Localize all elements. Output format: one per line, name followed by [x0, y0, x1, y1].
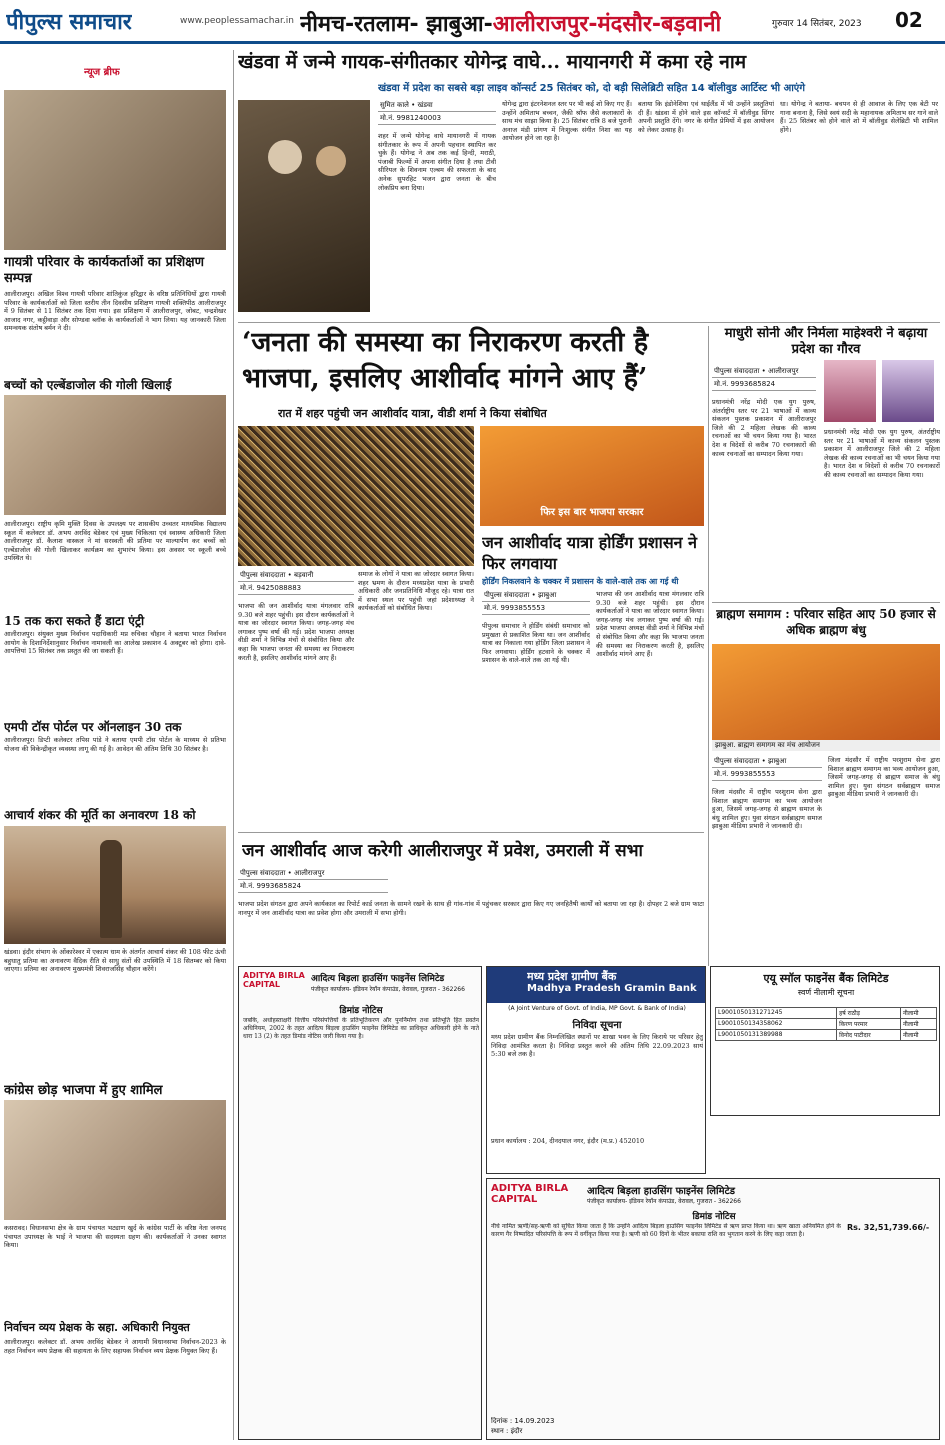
mid-body-col1: भाजपा की जन आशीर्वाद यात्रा मंगलवार रात्रि 9.30 बजे शहर पहुंची। इस दौरान कार्यकर्ताओं ने यात्रा का जोरदार स्वागत किया। जगह-जगह मंच लगाकर पुष्प वर्षा की गई। प्रदेश भाजपा अध्यक्ष वीडी शर्मा ने विभिन्न मंचों से संबोधित किया और कहा कि भाजपा जनता की समस्या का निराकरण करती है, इसलिए आशीर्वाद मांगने आए हैं।	[238, 602, 354, 662]
albendazole-body: आलीराजपुर। राष्ट्रीय कृमि मुक्ति दिवस के उपलक्ष्य पर शासकीय उच्चतर माध्यमिक विद्यालय स्कूल में कलेक्टर डॉ. अभय अरविंद बेडेकर एवं मुख्य चिकित्सा एवं स्वास्थ्य अधिकारी जिला आलीराजपुर डॉ. कैलाश वास्कल ने मां सरस्वती की प्रतिमा पर माल्यार्पण कर बच्चों को एल्बेंडाजोल की गोली खिलाकर कार्यक्रम का शुभारंभ किया। इस अवसर पर स्कूली बच्चे उपस्थित थे।	[4, 520, 226, 563]
brahmin-caption: झाबुआ. ब्राह्मण समागम का मंच आयोजन	[712, 740, 940, 751]
quote-line-1: ‘जनता की समस्या का निराकरण करती है	[242, 327, 649, 358]
mpgb-title: निविदा सूचना	[572, 1020, 622, 1031]
aditya-birla-ad-1	[238, 966, 482, 1440]
albendazole-headline: बच्चों को एल्बेंडाजोल की गोली खिलाई	[4, 378, 172, 392]
au-table	[715, 1007, 937, 1041]
brahmin-mobile: मो.नं. 9993855553	[712, 769, 822, 781]
au-bank-ad	[710, 966, 940, 1116]
brahmin-headline: ब्राह्मण समागम : परिवार सहित आए 50 हजार से अधिक ब्राह्मण बंधु	[716, 607, 936, 637]
table-row: L9001050131389988 विनोद पाटीदार नीलामी	[716, 1030, 937, 1041]
abc2-subtitle: डिमांड नोटिस	[692, 1212, 736, 1222]
madhuri-body-col1: प्रधानमंत्री नरेंद्र मोदी एक युग पुरुष, अंतर्राष्ट्रीय स्तर पर 21 भाषाओं में काव्य संकलन पुस्तक प्रकाशन में आलीराजपुर जिले की 2 महिला लेखक की काव्य रचनाओं का भी चयन किया गया है। भारत देश व विदेशों से करीब 70 रचनाकारों की काव्य रचनाओं का सम्पादन किया गया।	[712, 398, 816, 458]
top-body-col4: धा। योगेन्द्र ने बताया- बचपन से ही आवाज के लिए एक बेटी पर गाना बनाना है, जिसे स्वयं सदी के महानायक अमिताभ सर गाने वाले हैं। 25 सितंबर को होने वाले शो में बॉलीवुड सेलेब्रिटी भी शामिल होंगे।	[780, 100, 938, 134]
au-title: एयू स्मॉल फाइनेंस बैंक लिमिटेड	[763, 972, 889, 985]
abc2-date: दिनांक : 14.09.2023	[491, 1417, 555, 1425]
hoarding-headline: जन आशीर्वाद यात्रा होर्डिंग प्रशासन ने फिर लगवाया	[482, 533, 697, 573]
mid-story	[238, 326, 704, 900]
gayatri-headline: गायत्री परिवार के कार्यकर्ताओं का प्रशिक्षण सम्पन्न	[4, 255, 204, 286]
sabha-body: भाजपा प्रदेश संगठन द्वारा अपने कार्यकाल का रिपोर्ट कार्ड जनता के सामने रखने के साथ ही गांव-गांव में पहुंचकर सरकार द्वारा किए गए जनहितैषी कार्यों को बताया जा रहा है। दोपहर 2 बजे ग्राम फाटा नानपुर में जन आशीर्वाद यात्रा का प्रवेश होगा और उमराली में सभा होगी।	[238, 900, 704, 917]
masthead	[0, 0, 945, 44]
brahmin-body-col2: जिला मंदसौर में राष्ट्रीय परशुराम सेना द्वारा विशाल ब्राह्मण समागम का भव्य आयोजन हुआ, जिसमें जगह-जगह से ब्राह्मण समाज के बंधु शामिल हुए। युवा संगठन सर्वब्राह्मण समाज झाबुआ मीडिया प्रभारी ने जानकारी दी।	[828, 756, 940, 799]
statue-figure	[100, 840, 122, 938]
congress-photo	[4, 1100, 226, 1220]
sabha-mobile: मो.नं. 9993685824	[238, 881, 388, 893]
shankar-statue-photo	[4, 826, 226, 944]
mid-mobile: मो.नं. 9425088883	[238, 583, 354, 595]
abc-brand: ADITYA BIRLA CAPITAL	[243, 971, 305, 989]
abc-address: पंजीकृत कार्यालय- इंडियन रेयॉन कंपाउंड, वेरावल, गुजरात - 362266	[311, 986, 465, 993]
hoarding-byline: पीपुल्स संवाददाता • झाबुआ	[482, 590, 590, 602]
brahmin-body-col1: जिला मंदसौर में राष्ट्रीय परशुराम सेना द्वारा विशाल ब्राह्मण समागम का भव्य आयोजन हुआ, जिसमें जगह-जगह से ब्राह्मण समाज के बंधु शामिल हुए। युवा संगठन सर्वब्राह्मण समाज झाबुआ मीडिया प्रभारी ने जानकारी दी।	[712, 788, 822, 831]
logo[interactable]: पीपुल्स समाचार	[6, 10, 132, 35]
abc2-address: पंजीकृत कार्यालय- इंडियन रेयॉन कंपाउंड, वेरावल, गुजरात - 362266	[587, 1198, 741, 1205]
top-body-col3: बताया कि इंडोनेशिया एवं थाईलैंड में भी उन्होंने प्रस्तुतियां दी हैं। खंडवा में होने वाले इस कॉन्सर्ट में बॉलीवुड सिंगर अपनी प्रस्तुति देंगे। नगर के संगीत प्रेमियों में इस आयोजन को लेकर उत्साह है।	[638, 100, 774, 134]
madhuri-photo	[824, 360, 876, 422]
hoarding-body-col2: भाजपा की जन आशीर्वाद यात्रा मंगलवार रात्रि 9.30 बजे शहर पहुंची। इस दौरान कार्यकर्ताओं ने यात्रा का जोरदार स्वागत किया। जगह-जगह मंच लगाकर पुष्प वर्षा की गई। प्रदेश भाजपा अध्यक्ष वीडी शर्मा ने विभिन्न मंचों से संबोधित किया और कहा कि भाजपा जनता की समस्या का निराकरण करती है, इसलिए आशीर्वाद मांगने आए हैं।	[596, 590, 704, 659]
singer-photo	[238, 100, 370, 312]
mpgb-body: मध्य प्रदेश ग्रामीण बैंक निम्नलिखित स्थानों पर शाखा भवन के लिए किराये पर परिसर हेतु निविदा आमंत्रित करता है। निविदा प्रस्तुत करने की अंतिम तिथि 22.09.2023 सायं 5:30 बजे तक है।	[491, 1033, 703, 1059]
top-byline-mobile: मो.नं. 9981240003	[378, 113, 496, 125]
banner-text: फिर इस बार भाजपा सरकार	[540, 507, 644, 518]
top-subhead: खंडवा में प्रदेश का सबसे बड़ा लाइव कॉन्सर्ट 25 सितंबर को, दो बड़ी सिलेब्रिटी सहित 14 बॉलीवुड आर्टिस्ट भी आएंगे	[378, 83, 805, 94]
madhuri-body-col2: प्रधानमंत्री नरेंद्र मोदी एक युग पुरुष, अंतर्राष्ट्रीय स्तर पर 21 भाषाओं में काव्य संकलन पुस्तक प्रकाशन में आलीराजपुर जिले की 2 महिला लेखक की काव्य रचनाओं का भी चयन किया गया है। भारत देश व विदेशों से करीब 70 रचनाकारों की काव्य रचनाओं का सम्पादन किया गया।	[824, 428, 940, 479]
gayatri-training-photo	[4, 90, 226, 250]
mpgb-name: मध्य प्रदेश ग्रामीण बैंक	[527, 970, 617, 983]
hoarding-deck: होर्डिंग निकलवाने के चक्कर में प्रशासन के वाले-वाले तक आ गई थी	[482, 577, 679, 586]
sabha-byline: पीपुल्स संवाददाता • आलीराजपुर	[238, 868, 388, 880]
abc2-title: आदित्य बिड़ला हाउसिंग फाइनेंस लिमिटेड	[587, 1186, 735, 1197]
issue-date: गुरुवार 14 सितंबर, 2023	[772, 19, 862, 29]
mpgb-address: प्रधान कार्यालय : 204, दीनदयाल नगर, इंदौर (म.प्र.) 452010	[491, 1137, 645, 1145]
abc2-body: नीचे नामित ऋणी/सह-ऋणी को सूचित किया जाता है कि उन्होंने आदित्य बिड़ला हाउसिंग फाइनेंस लिमिटेड से ऋण प्राप्त किया था। ऋण खाता अनियमित होने के कारण गैर निष्पादित परिसंपत्ति के रूप में वर्गीकृत किया गया है। ऋणी को 60 दिनों के भीतर बकाया राशि का भुगतान करने के लिए कहा जाता है।	[491, 1223, 841, 1238]
mid-byline: पीपुल्स संवाददाता • बड़वानी	[238, 570, 354, 582]
madhuri-headline: माधुरी सोनी और निर्मला माहेश्वरी ने बढ़ाया प्रदेश का गौरव	[724, 326, 928, 357]
congress-body: कसरावद। विधानसभा क्षेत्र के ग्राम पंचायत भट्याण खुर्द के कांग्रेस पार्टी के वरिष्ठ नेता जनपद पंचायत उपाध्यक्ष के भाई ने भाजपा की सदस्यता ग्रहण की। कार्यकर्ताओं ने उनका स्वागत किया।	[4, 1224, 226, 1250]
abc2-place: स्थान : इंदौर	[491, 1427, 523, 1435]
madhuri-byline: पीपुल्स संवाददाता • आलीराजपुर	[712, 366, 816, 378]
top-body-col2: योगेन्द्र द्वारा इंटरनेशनल स्तर पर भी कई शो किए गए हैं। उन्होंने अमिताभ बच्चन, जैकी श्रॉफ जैसे कलाकारों के साथ मंच साझा किया है। 25 सितंबर रात्रि 8 बजे पुरानी अनाज मंडी प्रांगण में निःशुल्क संगीत निशा का यह आयोजन होने जा रहा है।	[502, 100, 632, 143]
data-entry-body: आलीराजपुर। संयुक्त मुख्य निर्वाचन पदाधिकारी मप्र रुचिका चौहान ने बताया भारत निर्वाचन आयोग के दिशानिर्देशानुसार निर्वाचन नामावली का आलेख प्रकाशन 4 अक्टूबर को होगा। दावे-आपत्तियां 15 सितंबर तक प्रस्तुत की जा सकती हैं।	[4, 630, 226, 656]
aditya-birla-ad-2	[486, 1178, 940, 1440]
table-row: L9001050134358062 किरण परमार नीलामी	[716, 1019, 937, 1030]
brahmin-byline: पीपुल्स संवाददाता • झाबुआ	[712, 756, 822, 768]
congress-headline: कांग्रेस छोड़ भाजपा में हुए शामिल	[4, 1083, 163, 1098]
yatra-banner-photo	[480, 426, 704, 526]
hoarding-mobile: मो.नं. 9993855553	[482, 603, 590, 615]
mpgb-subtitle: (A Joint Venture of Govt. of India, MP Govt. & Bank of India)	[508, 1005, 686, 1012]
website-url[interactable]: www.peoplessamachar.in	[180, 16, 294, 26]
hoarding-body-col1: पीपुल्स समाचार ने होर्डिंग संबंधी समाचार को प्रमुखता से प्रकाशित किया था। जन आशीर्वाद यात्रा का निकाला गया होर्डिंग जिला प्रशासन ने फिर लगवाया। होर्डिंग हटवाने के चक्कर में प्रशासन के वाले-वाले तक आ गई थी।	[482, 622, 590, 665]
top-body-col1: शहर में जन्मे योगेन्द्र वाघे मायानगरी में गायक संगीतकार के रूप में अपनी पहचान स्थापित कर चुके हैं। योगेन्द्र ने अब तक कई हिन्दी, मराठी, पंजाबी फिल्मों में अपना संगीत दिया है तथा टीवी सीरियल के शिवनाम एल्बम की सफलता के बाद अनेक सुपरहिट भजन द्वारा जनता के बीच लोकप्रिय बना दिया।	[378, 132, 496, 192]
abc-subtitle: डिमांड नोटिस	[339, 1006, 383, 1016]
abc2-amount: Rs. 32,51,739.66/-	[847, 1223, 930, 1232]
albendazole-photo	[4, 395, 226, 515]
regions-black: नीमच-रतलाम- झाबुआ-	[300, 12, 493, 37]
observer-body: आलीराजपुर। कलेक्टर डॉ. अभय अरविंद बेडेकर ने आगामी विधानसभा निर्वाचन-2023 के तहत निर्वाचन व्यय प्रेक्षक की सहायता के लिए सहायक निर्वाचन व्यय प्रेक्षक नियुक्त किए हैं।	[4, 1338, 226, 1355]
left-column	[4, 50, 230, 1440]
shankar-headline: आचार्य शंकर की मूर्ति का अनावरण 18 को	[4, 808, 196, 822]
regions-red: आलीराजपुर-मंदसौर-बड़वानी	[492, 12, 722, 37]
observer-headline: निर्वाचन व्यय प्रेक्षक के स्रहा. अधिकारी नियुक्त	[4, 1321, 190, 1334]
mp-tos-body: आलीराजपुर। डिप्टी कलेक्टर तपिस पांडे ने बताया एमपी टॉस पोर्टल के माध्यम से प्रतिभा योजना की विकेन्द्रीकृत व्यवस्था लागू की गई है। आवेदन की अंतिम तिथि 30 सितंबर है।	[4, 736, 226, 753]
gayatri-body: आलीराजपुर। अखिल विश्व गायत्री परिवार शांतिकुंज हरिद्वार के वरिष्ठ प्रतिनिधियों द्वारा गायत्री परिवार के कार्यकर्ताओं को जिला स्तरीय तीन दिवसीय प्रशिक्षण गायत्री शक्तिपीठ आलीराजपुर में 9 सितंबर से 11 सितंबर तक दिया गया। इस प्रशिक्षण में आलीराजपुर, जोबट, चन्द्रशेखर आजाद नगर, कट्ठीवाड़ा और सोण्डवा ब्लॉक के कार्यकर्ताओं ने भाग लिया। यह जानकारी जिला समन्वयक संतोष बर्मन ने दी।	[4, 290, 226, 333]
nirmala-photo	[882, 360, 934, 422]
au-subtitle: स्वर्ण नीलामी सूचना	[797, 988, 855, 997]
mpgb-ad	[486, 966, 706, 1174]
abc2-brand: ADITYA BIRLA CAPITAL	[491, 1183, 569, 1205]
top-byline: सुमित काले • खंडवा	[378, 100, 496, 112]
mp-tos-headline: एमपी टॉस पोर्टल पर ऑनलाइन 30 तक	[4, 720, 182, 734]
top-story	[238, 50, 940, 320]
madhuri-mobile: मो.नं. 9993685824	[712, 379, 816, 391]
mid-body-col2: समाज के लोगों ने यात्रा का जोरदार स्वागत किया। शहर भ्रमण के दौरान मध्यप्रदेश यात्रा के प्रभारी अधिकारी और जनप्रतिनिधि मौजूद रहे। यात्रा रात में सभा स्थल पर पहुंची जहां प्रदेशाध्यक्ष ने कार्यकर्ताओं को संबोधित किया।	[358, 570, 474, 613]
quote-line-2: भाजपा, इसलिए आशीर्वाद मांगने आए हैं’	[242, 363, 648, 394]
rally-crowd-photo	[238, 426, 474, 566]
mpgb-name-en: Madhya Pradesh Gramin Bank	[527, 983, 697, 994]
abc-title: आदित्य बिड़ला हाउसिंग फाइनेंस लिमिटेड	[311, 974, 445, 984]
table-row: L9001050131271245 हर्ष राठौड़ नीलामी	[716, 1008, 937, 1019]
news-brief-label: न्यूज ब्रीफ	[84, 67, 120, 78]
sabha-headline: जन आशीर्वाद आज करेगी आलीराजपुर में प्रवेश, उमराली में सभा	[242, 841, 643, 861]
data-entry-headline: 15 तक करा सकते हैं डाटा एंट्री	[4, 614, 145, 628]
brahmin-samagam-photo	[712, 644, 940, 740]
mid-deck: रात में शहर पहुंची जन आशीर्वाद यात्रा, वीडी शर्मा ने किया संबोधित	[278, 407, 547, 420]
right-column	[712, 326, 940, 966]
page-number: 02	[895, 8, 923, 32]
abc-body: जबकि, अधोहस्ताक्षरी वित्तीय परिसंपत्तियों के प्रतिभूतिकरण और पुनर्निर्माण तथा प्रतिभूति हित प्रवर्तन अधिनियम, 2002 के तहत आदित्य बिड़ला हाउसिंग फाइनेंस लिमिटेड का प्राधिकृत अधिकारी होने के नाते धारा 13 (2) के तहत डिमांड नोटिस जारी किया गया है।	[243, 1017, 479, 1040]
top-headline: खंडवा में जन्मे गायक-संगीतकार योगेन्द्र वाघे... मायानगरी में कमा रहे नाम	[238, 51, 747, 73]
shankar-caption: खंडवा। इंदौर संभाग के ओंकारेश्वर में एकात्म धाम के अंतर्गत आचार्य शंकर की 108 फीट ऊंची बहुधातु प्रतिमा का अनावरण वैदिक रीति से साधु संतों की उपस्थिति में 18 सितम्बर को किया जाएगा। प्रतिमा का अनावरण मुख्यमंत्री शिवराजसिंह चौहान करेंगे।	[4, 948, 226, 974]
